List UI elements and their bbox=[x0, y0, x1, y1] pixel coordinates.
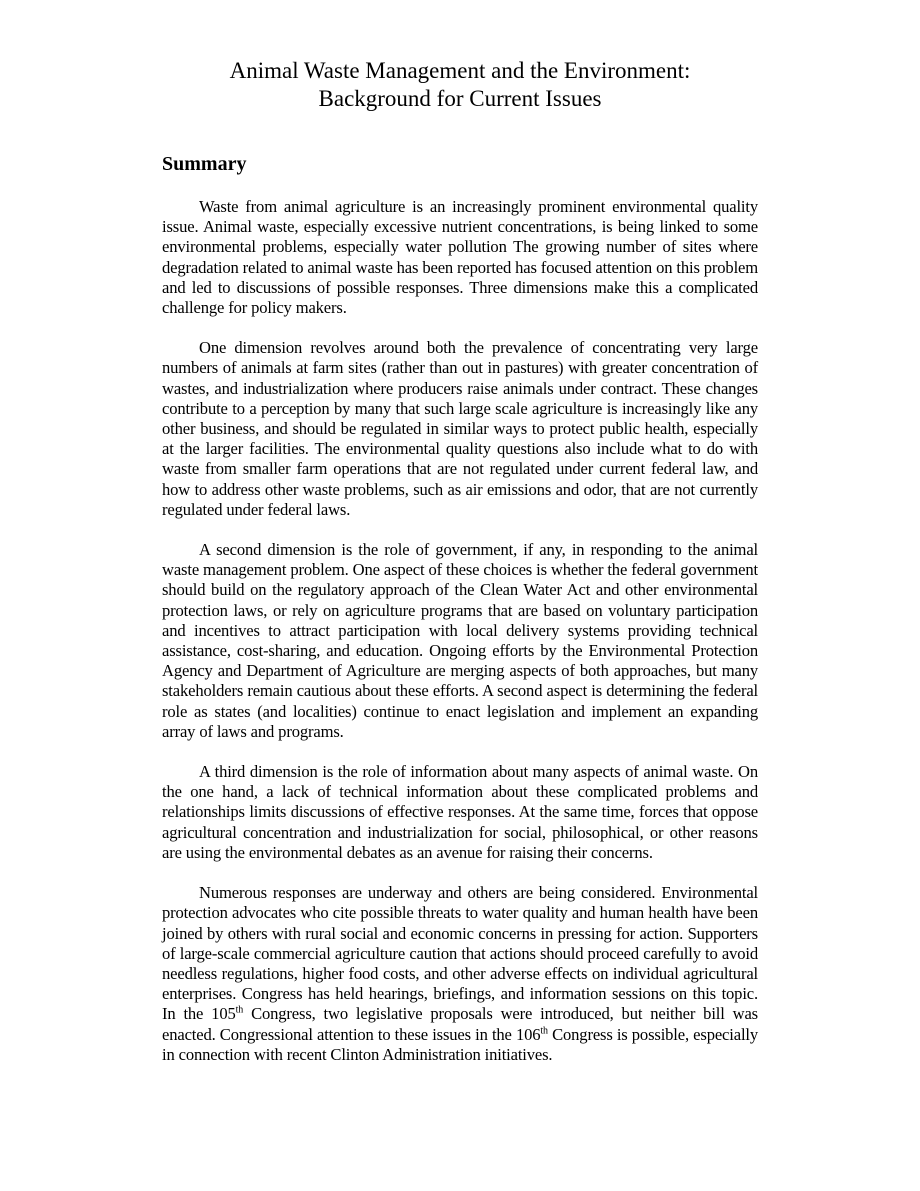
paragraph-5 bbox=[162, 883, 758, 1065]
paragraph-5-part-2: Congress, two legislative proposals were introduced, but neither bill was enacted. Congressional attention to these issues in the 106 bbox=[162, 1004, 758, 1044]
summary-body bbox=[162, 197, 758, 1085]
title-line-2: Background for Current Issues bbox=[318, 86, 602, 111]
paragraph-5-part-3: Congress is possible, especially in connection with recent Clinton Administration initiatives. bbox=[162, 1024, 759, 1064]
paragraph-2: One dimension revolves around both the prevalence of concentrating very large numbers of animals at farm sites (rather than out in pastures) with greater concentration of wastes, and industrialization where producers raise animals under contract. These changes contribute to a perception by many that such large scale agriculture is increasingly like any other business, and should be regulated in similar ways to protect public health, especially at the larger facilities. The environmental quality questions also include what to do with waste from smaller farm operations that are not regulated under current federal law, and how to address other waste problems, such as air emissions and odor, that are not currently regulated under federal laws. bbox=[162, 338, 758, 519]
paragraph-1: Waste from animal agriculture is an increasingly prominent environmental quality issue. Animal waste, especially excessive nutrient concentrations, is being linked to some environmental problems, especially water pollution The growing number of sites where degradation related to animal waste has been reported has focused attention on this problem and led to discussions of possible responses. Three dimensions make this a complicated challenge for policy makers. bbox=[162, 197, 758, 318]
paragraph-4: A third dimension is the role of information about many aspects of animal waste. On the one hand, a lack of technical information about these complicated problems and relationships limits discussions of effective responses. At the same time, forces that oppose agricultural concentration and industrialization for social, philosophical, or other reasons are using the environmental debates as an avenue for raising their concerns. bbox=[162, 762, 758, 862]
title-line-1: Animal Waste Management and the Environment: bbox=[229, 58, 691, 83]
document-title bbox=[0, 57, 920, 113]
paragraph-5-part-1: Numerous responses are underway and others are being considered. Environmental protection advocates who cite possible threats to water quality and human health have been joined by others with rural social and economic concerns in pressing for action. Supporters of large-scale commercial agriculture caution that actions should proceed carefully to avoid needless regulations, higher food costs, and other adverse effects on individual agricultural enterprises. Congress has held hearings, briefings, and information sessions on this topic. In the 105 bbox=[162, 883, 758, 1024]
ordinal-suffix-105: th bbox=[235, 1004, 244, 1016]
summary-heading: Summary bbox=[162, 153, 247, 175]
paragraph-3: A second dimension is the role of government, if any, in responding to the animal waste management problem. One aspect of these choices is whether the federal government should build on the regulatory approach of the Clean Water Act and other environmental protection laws, or rely on agriculture programs that are based on voluntary participation and incentives to attract participation with local delivery systems providing technical assistance, cost-sharing, and education. Ongoing efforts by the Environmental Protection Agency and Department of Agriculture are merging aspects of both approaches, but many stakeholders remain cautious about these efforts. A second aspect is determining the federal role as states (and localities) continue to enact legislation and implement an expanding array of laws and programs. bbox=[162, 540, 758, 741]
ordinal-suffix-106: th bbox=[540, 1024, 548, 1036]
